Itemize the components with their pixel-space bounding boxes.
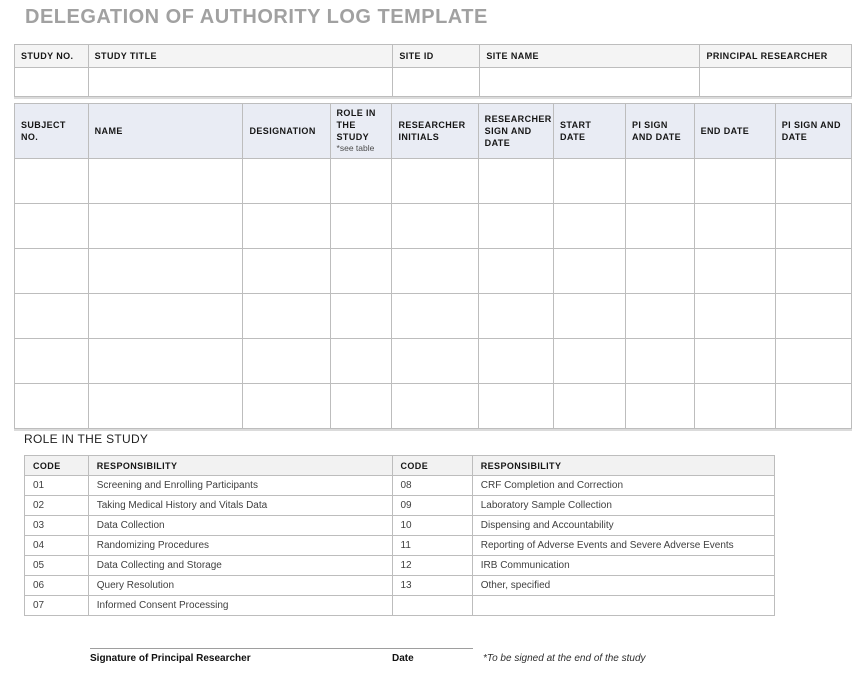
log-cell[interactable] [554, 203, 626, 248]
log-cell[interactable] [15, 383, 89, 428]
log-cell[interactable] [392, 248, 478, 293]
log-cell[interactable] [88, 248, 243, 293]
log-cell[interactable] [15, 158, 89, 203]
log-cell[interactable] [88, 338, 243, 383]
log-cell[interactable] [330, 248, 392, 293]
column-header-principal-researcher: PRINCIPAL RESEARCHER [700, 45, 852, 68]
log-cell[interactable] [478, 383, 553, 428]
log-cell[interactable] [775, 293, 851, 338]
responsibility-cell: Screening and Enrolling Participants [88, 476, 392, 496]
column-header-code-left: CODE [25, 456, 89, 476]
code-cell [392, 596, 472, 616]
log-cell[interactable] [243, 203, 330, 248]
column-header-researcher-initials: RESEARCHER INITIALS [392, 104, 478, 159]
log-cell[interactable] [694, 158, 775, 203]
log-cell[interactable] [88, 203, 243, 248]
log-cell[interactable] [330, 293, 392, 338]
log-cell[interactable] [625, 248, 694, 293]
log-cell[interactable] [243, 158, 330, 203]
log-cell[interactable] [392, 338, 478, 383]
column-header-designation: DESIGNATION [243, 104, 330, 159]
column-header-responsibility-left: RESPONSIBILITY [88, 456, 392, 476]
responsibility-cell: CRF Completion and Correction [472, 476, 774, 496]
log-cell[interactable] [694, 383, 775, 428]
column-header-researcher-sign-and-date: RESEARCHER SIGN AND DATE [478, 104, 553, 159]
responsibility-cell: Dispensing and Accountability [472, 516, 774, 536]
column-header-site-name: SITE NAME [480, 45, 700, 68]
study-info-table [14, 44, 852, 97]
log-cell[interactable] [694, 338, 775, 383]
log-cell[interactable] [554, 293, 626, 338]
code-cell: 01 [25, 476, 89, 496]
page-title: DELEGATION OF AUTHORITY LOG TEMPLATE [25, 6, 488, 28]
log-cell[interactable] [243, 383, 330, 428]
code-cell: 04 [25, 536, 89, 556]
log-row [15, 248, 852, 293]
site-id-field[interactable] [393, 68, 480, 97]
log-cell[interactable] [554, 383, 626, 428]
responsibility-cell: Taking Medical History and Vitals Data [88, 496, 392, 516]
study-no-field[interactable] [15, 68, 89, 97]
code-cell: 02 [25, 496, 89, 516]
code-cell: 13 [392, 576, 472, 596]
code-table-row [25, 536, 775, 556]
log-cell[interactable] [478, 158, 553, 203]
log-cell[interactable] [625, 293, 694, 338]
responsibility-cell: Informed Consent Processing [88, 596, 392, 616]
signature-label: Signature of Principal Researcher [90, 653, 251, 664]
code-table-row [25, 556, 775, 576]
column-header-role-in-the-study [330, 104, 392, 159]
section-heading-role-in-the-study: ROLE IN THE STUDY [24, 432, 149, 446]
site-name-field[interactable] [480, 68, 700, 97]
log-cell[interactable] [625, 203, 694, 248]
date-label: Date [392, 653, 414, 664]
column-header-study-title: STUDY TITLE [88, 45, 393, 68]
role-code-table [24, 455, 775, 616]
code-table-row [25, 516, 775, 536]
code-table-row [25, 476, 775, 496]
column-header-pi-sign-and-date-end: PI SIGN AND DATE [775, 104, 851, 159]
responsibility-cell [472, 596, 774, 616]
log-cell[interactable] [478, 338, 553, 383]
code-cell: 09 [392, 496, 472, 516]
log-cell[interactable] [392, 293, 478, 338]
delegation-log-header-row [15, 104, 852, 159]
column-header-pi-sign-and-date-start: PI SIGN AND DATE [625, 104, 694, 159]
log-cell[interactable] [775, 248, 851, 293]
code-cell: 11 [392, 536, 472, 556]
log-cell[interactable] [330, 158, 392, 203]
column-header-code-right: CODE [392, 456, 472, 476]
code-table-row [25, 596, 775, 616]
log-cell[interactable] [625, 158, 694, 203]
log-cell[interactable] [478, 203, 553, 248]
log-cell[interactable] [775, 383, 851, 428]
study-info-header-row [15, 45, 852, 68]
log-row [15, 158, 852, 203]
log-cell[interactable] [15, 203, 89, 248]
responsibility-cell: Laboratory Sample Collection [472, 496, 774, 516]
column-header-name: NAME [88, 104, 243, 159]
responsibility-cell: IRB Communication [472, 556, 774, 576]
log-cell[interactable] [554, 158, 626, 203]
log-cell[interactable] [88, 158, 243, 203]
column-header-responsibility-right: RESPONSIBILITY [472, 456, 774, 476]
delegation-log-table [14, 103, 852, 429]
code-cell: 08 [392, 476, 472, 496]
code-cell: 03 [25, 516, 89, 536]
responsibility-cell: Randomizing Procedures [88, 536, 392, 556]
responsibility-cell: Other, specified [472, 576, 774, 596]
log-cell[interactable] [392, 158, 478, 203]
log-cell[interactable] [694, 203, 775, 248]
responsibility-cell: Data Collecting and Storage [88, 556, 392, 576]
log-row [15, 203, 852, 248]
code-cell: 06 [25, 576, 89, 596]
log-cell[interactable] [478, 293, 553, 338]
study-title-field[interactable] [88, 68, 393, 97]
study-info-input-row [15, 68, 852, 97]
code-table-header-row [25, 456, 775, 476]
column-header-start-date: START DATE [554, 104, 626, 159]
code-cell: 05 [25, 556, 89, 576]
responsibility-cell: Query Resolution [88, 576, 392, 596]
role-header-label: ROLE IN THE STUDY [336, 108, 376, 143]
principal-researcher-field[interactable] [700, 68, 852, 97]
log-cell[interactable] [243, 338, 330, 383]
log-cell[interactable] [15, 338, 89, 383]
log-cell[interactable] [392, 383, 478, 428]
log-cell[interactable] [625, 383, 694, 428]
log-cell[interactable] [330, 383, 392, 428]
log-cell[interactable] [554, 248, 626, 293]
log-cell[interactable] [243, 293, 330, 338]
column-header-subject-no: SUBJECT NO. [15, 104, 89, 159]
log-cell[interactable] [15, 248, 89, 293]
log-cell[interactable] [392, 203, 478, 248]
log-cell[interactable] [775, 158, 851, 203]
log-cell[interactable] [478, 248, 553, 293]
log-row [15, 338, 852, 383]
log-cell[interactable] [775, 338, 851, 383]
code-cell: 07 [25, 596, 89, 616]
code-cell: 12 [392, 556, 472, 576]
signature-line[interactable] [90, 648, 473, 649]
code-table-row [25, 496, 775, 516]
role-header-see-table-note: *see table [336, 143, 375, 154]
column-header-end-date: END DATE [694, 104, 775, 159]
signature-footnote: *To be signed at the end of the study [483, 653, 646, 664]
column-header-study-no: STUDY NO. [15, 45, 89, 68]
code-table-row [25, 576, 775, 596]
log-cell[interactable] [243, 248, 330, 293]
column-header-site-id: SITE ID [393, 45, 480, 68]
log-cell[interactable] [625, 338, 694, 383]
log-cell[interactable] [694, 293, 775, 338]
log-cell[interactable] [694, 248, 775, 293]
log-row [15, 293, 852, 338]
responsibility-cell: Reporting of Adverse Events and Severe Adverse Events [472, 536, 774, 556]
log-cell[interactable] [330, 338, 392, 383]
log-row [15, 383, 852, 428]
responsibility-cell: Data Collection [88, 516, 392, 536]
log-cell[interactable] [775, 203, 851, 248]
log-cell[interactable] [88, 383, 243, 428]
log-cell[interactable] [330, 203, 392, 248]
log-cell[interactable] [554, 338, 626, 383]
code-cell: 10 [392, 516, 472, 536]
log-cell[interactable] [88, 293, 243, 338]
log-cell[interactable] [15, 293, 89, 338]
